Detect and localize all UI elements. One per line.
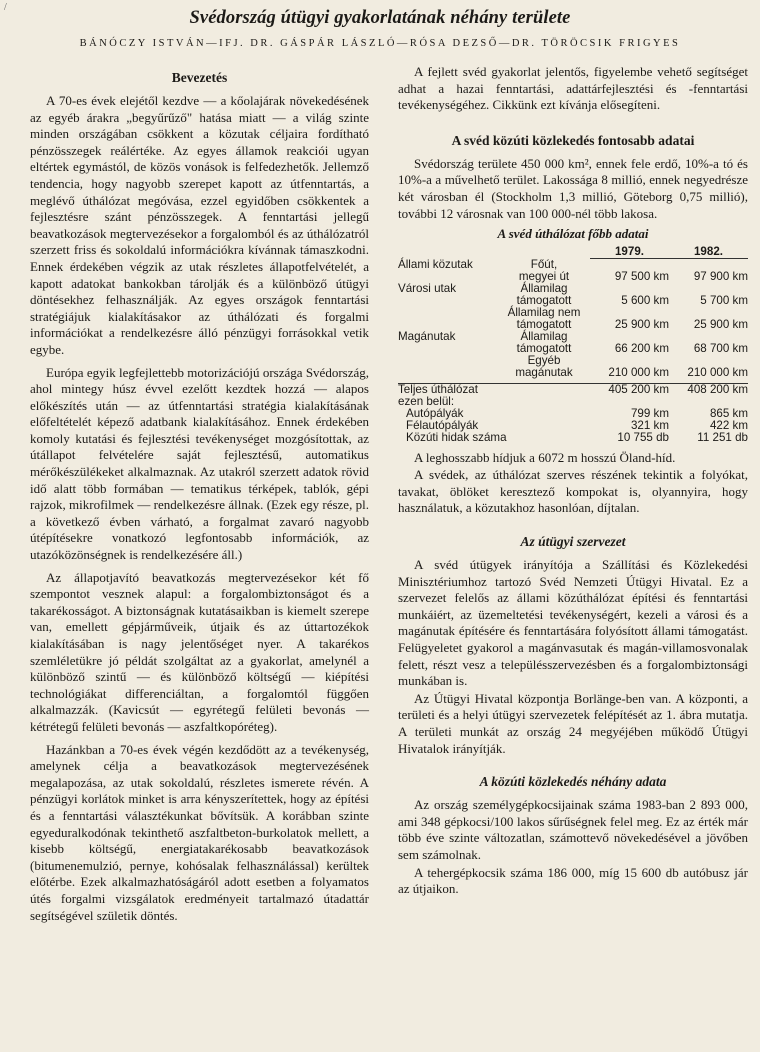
table-row [398, 319, 748, 331]
year-column-header: 1982. [669, 246, 748, 259]
table-row [398, 307, 748, 319]
table-row [398, 396, 748, 408]
table-cell: 210 000 km [608, 365, 669, 379]
paragraph: A 70-es évek elejétől kezdve — a kőolajárak növekedésének az egyéb árakra „begyűrűző" hatása miatt — a világ szinte minden országában csökkent a közutak céljaira fordítható pénzösszegek reálértéke. Az egyes államok reakciói ugyan eltértek egymástól, de közös vonások is felfedezhetők. Jellemző tendencia, hogy nagyobb szerepet kapott az útfenntartás, a meglévő úthálózat megóvása, ezzel egyidőben csökkentek a fejlesztésre szánt pénzösszegek. A fenntartási jellegű beavatkozások megtervezésekor a forgalomból és az úthálózatról szerzett friss és sokoldalú információkra kívánnak támaszkodni. Ennek érdekében végzik az utak részletes állapotfelvételét, a kapott adatokat bankokban tárolják és a különböző útügyi döntésekhez felhasználják. Az egyes országok fenntartási stratégiájuk kialakításakor az úthálózati és forgalmi információkat a rendelkezésre álló pénzügyi forrásokkal vetik egybe. [30, 93, 369, 357]
table-cell: 25 900 km [614, 317, 669, 331]
paragraph: A fejlett svéd gyakorlat jelentős, figyelembe vehető segítséget adhat a hazai fenntartási, adattárfejlesztési és -fenntartási tevékenységéhez. Cikkünk ezt kívánja elősegíteni. [398, 64, 748, 113]
table-cell: 422 km [709, 418, 748, 432]
table-title: A svéd úthálózat főbb adatai [497, 226, 649, 242]
table-cell [590, 259, 669, 271]
table-cell [669, 259, 748, 271]
corner-mark: / [4, 2, 7, 13]
table-row [398, 432, 748, 444]
row-label: Közúti hidak száma [406, 430, 507, 444]
section-heading-introduction: Bevezetés [171, 70, 228, 85]
row-subcategory: Államilag [520, 281, 568, 295]
paragraph: Svédország területe 450 000 km², ennek fele erdő, 10%-a tó és 10%-a a művelhető terület. Lakossága 8 millió, ennek negyedrésze két városban él (Stockholm 1,3 millió, Göteborg 0,75 millió), további 12 városnak van 100 000-nél több lakosa. [398, 155, 748, 221]
table-row [398, 271, 748, 283]
row-category [398, 307, 498, 319]
table-cell: 865 km [709, 406, 748, 420]
paragraph: Az Útügyi Hivatal központja Borlänge-ben van. A központi, a területi és a helyi útügyi szervezetek felépítését az 1. ábra mutatja. A területi munkát az ország 24 megyéjében működő Útügyi Hivatalok irányítják. [398, 690, 748, 756]
table-cell [590, 355, 669, 367]
table-cell [590, 307, 669, 319]
row-category: Állami közutak [398, 257, 473, 271]
row-subcategory: Államilag [520, 329, 568, 343]
section-heading-road-organization: Az útügyi szervezet [520, 534, 626, 550]
table-cell: 210 000 km [687, 365, 748, 379]
table-total-row [398, 383, 748, 396]
table-cell: 97 500 km [614, 269, 669, 283]
paragraph: A leghosszabb hídjuk a 6072 m hosszú Öland-híd. [414, 449, 676, 465]
row-category [398, 367, 498, 379]
table-row [398, 295, 748, 307]
table-cell [669, 355, 748, 367]
row-subcategory: Államilag nem [507, 305, 581, 319]
table-cell: 408 200 km [669, 383, 748, 396]
section-heading-traffic-data: A svéd közúti közlekedés fontosabb adatai [451, 132, 695, 148]
table-row [398, 283, 748, 295]
paragraph: Európa egyik legfejlettebb motorizációjú országa Svédország, ahol mintegy húsz évvel ezelőtt kezdtek hozzá — alapos előkészítés után — az útfenntartási stratégia kialakításának előfeltételét képező adatbank kialakításához. Ennek érdekében komoly kutatási és fejlesztési tevékenységet mozgósítottak, az útállapot felvételére saját fejlesztésű, automatikus mérőkészülékeket alkalmaznak. Az utakról szerzett adatok rövid idő alatt több formában — tematikus térképek, tablók, gépi rajzok, mikrofilmek — rendelkezésre állnak. (Ezek egy része, pl. a következő évben várható, a forgalmat zavaró nagyobb útépítésekre vonatkozó legfontosabb információk, az utazóközönségnek is rendelkezésére áll.) [30, 364, 369, 563]
row-category: Városi utak [398, 281, 456, 295]
row-category [398, 343, 498, 355]
table-row [398, 343, 748, 355]
right-column [398, 64, 748, 899]
table-cell: 25 900 km [693, 317, 748, 331]
road-network-table [398, 246, 748, 444]
table-cell: 799 km [630, 406, 669, 420]
section-heading-road-traffic-data: A közúti közlekedés néhány adata [479, 774, 667, 790]
table-cell: 68 700 km [693, 341, 748, 355]
table-cell: 321 km [630, 418, 669, 432]
paragraph: Hazánkban a 70-es évek végén kezdődött az a tevékenység, amelynek célja a beavatkozások megtervezésének megalapozása, az utak sokoldalú, részletes ismerete révén. A pénzügyi korlátok minket is arra kényszerítettek, hogy az építési és a fenntartási választékunkat bővítsük. A korábban szinte egyeduralkodónak tekinthető aszfaltbeton-burkolatok mellett, a kisebb költségű, energiatakarékosabb beavatkozások (bitumenemulzió, pernye, kohósalak felhasználással) kerültek előtérbe. Ezek alkalmazhatóságáról adott esetben a folyamatos útés forgalmi vizsgálatok eredményeit tartalmazó útadattár segítségével születik döntés. [30, 741, 369, 923]
row-category [398, 271, 498, 283]
table-within-label: ezen belül: [398, 394, 455, 408]
article-authors: BÁNÓCZY ISTVÁN—IFJ. DR. GÁSPÁR LÁSZLÓ—RÓSA DEZSŐ—DR. TÖRÖCSIK FRIGYES [79, 38, 681, 49]
row-subcategory: támogatott [516, 293, 572, 307]
table-total-label: Teljes úthálózat [398, 383, 590, 396]
table-row [398, 355, 748, 367]
year-column-header: 1979. [590, 246, 669, 259]
table-cell: 5 600 km [621, 293, 669, 307]
table-cell [669, 331, 748, 343]
table-cell: 97 900 km [693, 269, 748, 283]
paragraph: Az ország személygépkocsijainak száma 1983-ban 2 893 000, ami 348 gépkocsi/100 lakos sűrűségnek felel meg. Ez az érték már több éve szinte változatlan, számottevő növekedésével a jövőben sem számolnak. [398, 797, 748, 862]
table-row [398, 259, 748, 271]
row-subcategory: Egyéb [527, 353, 561, 367]
paragraph: A svédek, az úthálózat szerves részének tekintik a folyókat, tavakat, öblöket keresztező kompokat is, olyannyira, hogy használatuk, a közutakhoz hasonlóan, díjtalan. [398, 467, 748, 516]
table-cell [590, 331, 669, 343]
table-cell: 66 200 km [614, 341, 669, 355]
row-category [398, 319, 498, 331]
row-label: Autópályák [406, 406, 464, 420]
row-subcategory: megyei út [518, 269, 570, 283]
paragraph: A tehergépkocsik száma 186 000, míg 15 600 db autóbusz jár az útjaikon. [398, 864, 748, 897]
table-cell: 5 700 km [700, 293, 748, 307]
table-cell [590, 283, 669, 295]
article-title: Svédország útügyi gyakorlatának néhány területe [189, 8, 571, 28]
table-row [398, 420, 748, 432]
row-category [398, 355, 498, 367]
table-cell: 11 251 db [697, 430, 748, 444]
paragraph: A svéd útügyek irányítója a Szállítási és Közlekedési Minisztériumhoz tartozó Svéd Nemzeti Útügyi Hivatal. Ez a szervezet felelős az állami közúthálózat építési és fenntartási munkáiért, az üzemeltetési tevékenységért, kezeli a városi és a magánutak építésére és fenntartására folyósított állami támogatást. Felügyeletet gyakorol a magánvasutak és magán-villamosvonalak felett, részt vesz a településszervezésben és a forgalombiztonsági munkában is. [398, 557, 748, 689]
table-cell: 10 755 db [617, 430, 669, 444]
row-category [398, 295, 498, 307]
row-subcategory: magánutak [515, 365, 573, 379]
row-label: Félautópályák [406, 418, 479, 432]
road-network-table-block [398, 226, 748, 444]
table-cell [669, 283, 748, 295]
table-row [398, 367, 748, 379]
table-header-row [398, 246, 748, 259]
table-row [398, 408, 748, 420]
left-column [30, 64, 369, 925]
row-subcategory: Főút, [530, 257, 558, 271]
table-cell: 405 200 km [590, 383, 669, 396]
table-cell [669, 307, 748, 319]
row-subcategory: támogatott [516, 341, 572, 355]
row-category: Magánutak [398, 329, 456, 343]
row-subcategory: támogatott [516, 317, 572, 331]
paragraph: Az állapotjavító beavatkozás megtervezésekor két fő szempontot vesznek alapul: a forgalombiztonságot és a takarékosságot. A biztonságnak kutatásaikban is kiemelt szerepe van, emellett gépjárműveik, útjaik és az úttartozékok kialakításában is nagy jelentőséget nyer. A takarékos szemléletükre jó példát szolgáltat az a gyakorlat, amelynél a különböző szintű — és különböző költségű — kiépítési technológiákat differenciáltan, a forgalomtól függően alkalmazzák. (Kavicsút — egyrétegű felületi bevonás — kétrétegű felületi bevonás — aszfaltkopóréteg). [30, 569, 369, 734]
table-row [398, 331, 748, 343]
